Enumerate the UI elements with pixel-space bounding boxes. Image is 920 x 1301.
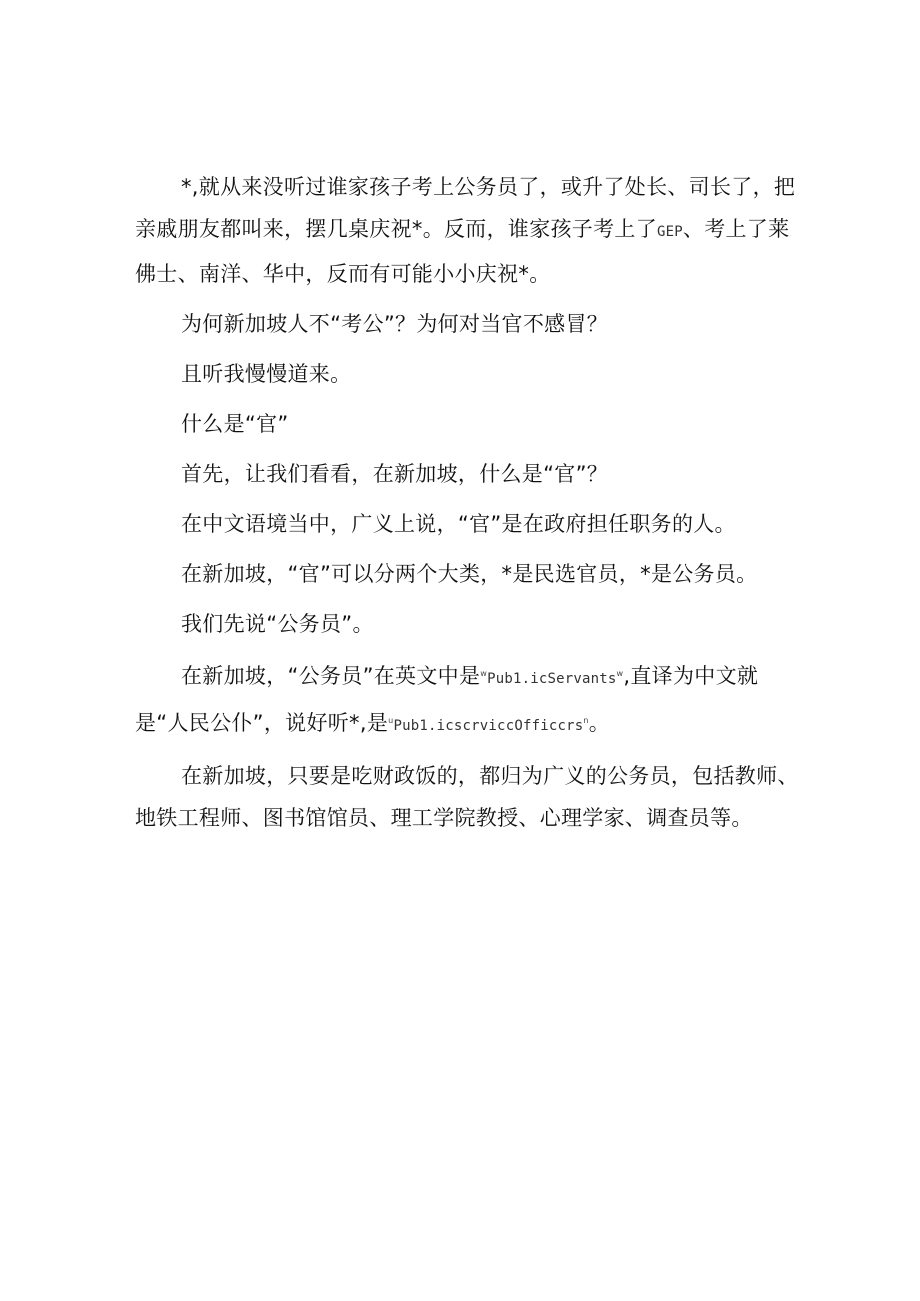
paragraph-intro-text-1: *,就从来没听过谁家孩子考上公务员了，或升了处长、司长了，把亲戚朋友都叫来，摆几桌庆祝*。反而，谁家孩子考上了 <box>135 175 796 241</box>
paragraph-question: 为何新加坡人不“考公”？为何对当官不感冒？ <box>181 312 609 336</box>
english-term-text-1: 在新加坡，“公务员”在英文中是 <box>181 664 481 688</box>
paragraph-chinese-context: 在中文语境当中，广义上说，“官”是在政府担任职务的人。 <box>181 512 736 536</box>
quote-mark: w <box>480 669 488 678</box>
paragraph-english-term <box>135 653 800 747</box>
paragraph-listen: 且听我慢慢道来。 <box>181 362 352 386</box>
english-term-text-2: ,直译为中文就是“人民公仆”，说好听*,是 <box>135 664 759 735</box>
public-servants-term: Pub1.icServants <box>487 671 617 687</box>
quote-mark: w <box>616 669 624 678</box>
paragraph-first: 首先，让我们看看，在新加坡，什么是“官”？ <box>181 462 609 486</box>
paragraph-intro-text-2: 、考上了莱佛士、南洋、华中，反而有可能小小庆祝*。 <box>135 217 790 286</box>
paragraph-broad-definition: 在新加坡，只要是吃财政饭的，都归为广义的公务员，包括教师、地铁工程师、图书馆馆员、理工学院教授、心理学家、调查员等。 <box>135 764 799 830</box>
paragraph-two-categories: 在新加坡，“官”可以分两个大类，*是民选官员，*是公务员。 <box>181 562 758 586</box>
section-heading-guan: 什么是“官” <box>181 412 289 436</box>
quote-mark: u <box>388 716 394 725</box>
quote-mark: n <box>583 716 589 725</box>
gep-code: GEP <box>657 224 683 240</box>
document-body <box>135 166 800 839</box>
paragraph-civil-servant-intro: 我们先说“公务员”。 <box>181 612 374 636</box>
paragraph-intro <box>135 166 800 295</box>
english-term-text-3: 。 <box>588 711 611 735</box>
public-service-officers-term: Pub1.icscrviccOfficcrs <box>393 718 584 734</box>
